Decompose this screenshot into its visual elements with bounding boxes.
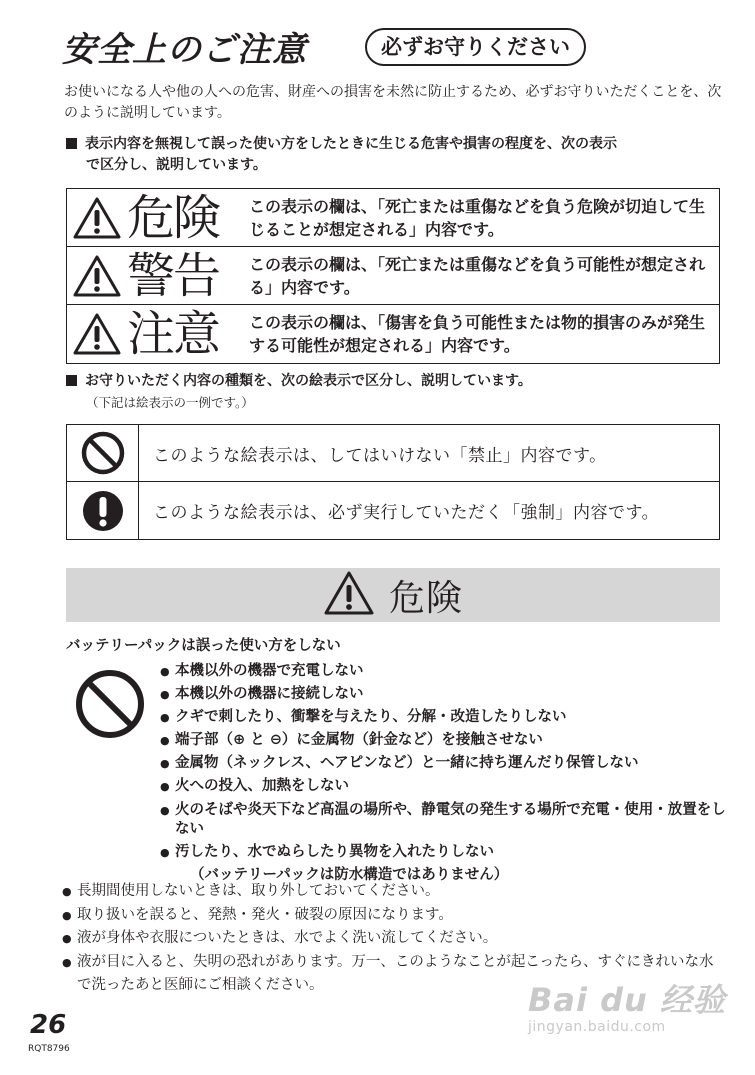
warning-triangle-icon <box>323 570 375 620</box>
watermark-url: jingyan.baidu.com <box>528 1019 666 1035</box>
page-number: 26 <box>30 1010 67 1040</box>
list-item: ● 本機以外の機器で充電しない <box>160 660 730 683</box>
symbol-desc: このような絵表示は、してはいけない「禁止」内容です。 <box>153 445 607 466</box>
list-item: ● 取り扱いを誤ると、発熱・発火・破裂の原因になります。 <box>62 904 722 928</box>
severity-desc: この表示の欄は、「死亡または重傷などを負う危険が切迫して生じることが想定される」内容です。 <box>249 196 706 239</box>
list-item: ● 金属物（ネックレス、ヘアピンなど）と一緒に持ち運んだり保管しない <box>160 752 730 775</box>
square-bullet-icon <box>66 138 77 149</box>
list-item: ● 火のそばや炎天下など高温の場所や、静電気の発生する場所で充電・使用・放置をしない <box>160 801 730 839</box>
symbol-row-mandatory <box>67 482 719 539</box>
list-item: ● クギで刺したり、衝撃を与えたり、分解・改造したりしない <box>160 706 730 729</box>
square-bullet-icon <box>66 375 77 386</box>
severity-table <box>66 188 720 364</box>
warning-triangle-icon <box>67 254 127 298</box>
severity-heading: 表示内容を無視して誤った使い方をしたときに生じる危害や損害の程度を、次の表示 で区分し、説明しています。 <box>66 134 726 176</box>
severity-desc: この表示の欄は、「傷害を負う可能性または物的損害のみが発生する可能性が想定される」内容です。 <box>249 313 706 355</box>
intro-text: お使いになる人や他の人への危害、財産への損害を未然に防止するため、必ずお守りいただくことを、次のように説明しています。 <box>64 84 722 121</box>
page-title: 安全上のご注意 <box>62 30 307 70</box>
danger-word: 危険 <box>388 577 463 619</box>
list-item: ● 液が身体や衣服についたときは、水でよく洗い流してください。 <box>62 927 722 951</box>
baidu-watermark <box>528 975 728 1035</box>
list-item: ● 長期間使用しないときは、取り外しておいてください。 <box>62 880 722 904</box>
list-item: ● 汚したり、水でぬらしたり異物を入れたりしない <box>160 841 730 864</box>
list-item: ● 液が目に入ると、失明の恐れがあります。万一、このようなことが起こったら、すぐにきれいな水で洗ったあと医師にご相談ください。 <box>62 951 722 998</box>
list-item: ● 端子部（⊕ と ⊖）に金属物（針金など）を接触させない <box>160 729 730 752</box>
severity-row-danger <box>67 189 719 247</box>
watermark-logo: Bai du 经验 <box>528 981 726 1019</box>
severity-desc: この表示の欄は、「死亡または重傷などを負う可能性が想定される」内容です。 <box>249 254 706 297</box>
document-code: RQT8796 <box>28 1044 70 1054</box>
symbol-heading: お守りいただく内容の種類を、次の絵表示で区分し、説明しています。 （下記は絵表示の一例です。） <box>66 371 726 413</box>
prohibition-icon <box>67 425 139 481</box>
symbol-row-prohibition <box>67 425 719 482</box>
battery-prohibition-list <box>160 660 730 887</box>
list-item: ● 本機以外の機器に接続しない <box>160 683 730 706</box>
severity-word: 注意 <box>127 306 220 362</box>
prohibition-icon <box>74 668 146 744</box>
severity-row-caution <box>67 305 719 363</box>
severity-word: 危険 <box>127 189 220 246</box>
list-item: ● 火への投入、加熱をしない <box>160 775 730 798</box>
symbol-table <box>66 424 720 540</box>
must-follow-badge: 必ずお守りください <box>365 28 586 66</box>
warning-triangle-icon <box>67 196 127 240</box>
severity-word: 警告 <box>127 247 220 304</box>
mandatory-icon <box>67 482 139 539</box>
warning-triangle-icon <box>67 312 127 356</box>
waterproof-note: （バッテリーパックは防水構造ではありません） <box>190 867 509 883</box>
symbol-desc: このような絵表示は、必ず実行していただく「強制」内容です。 <box>153 503 660 523</box>
danger-banner <box>66 568 720 622</box>
battery-heading: バッテリーパックは誤った使い方をしない <box>66 638 341 654</box>
severity-row-warning <box>67 247 719 305</box>
